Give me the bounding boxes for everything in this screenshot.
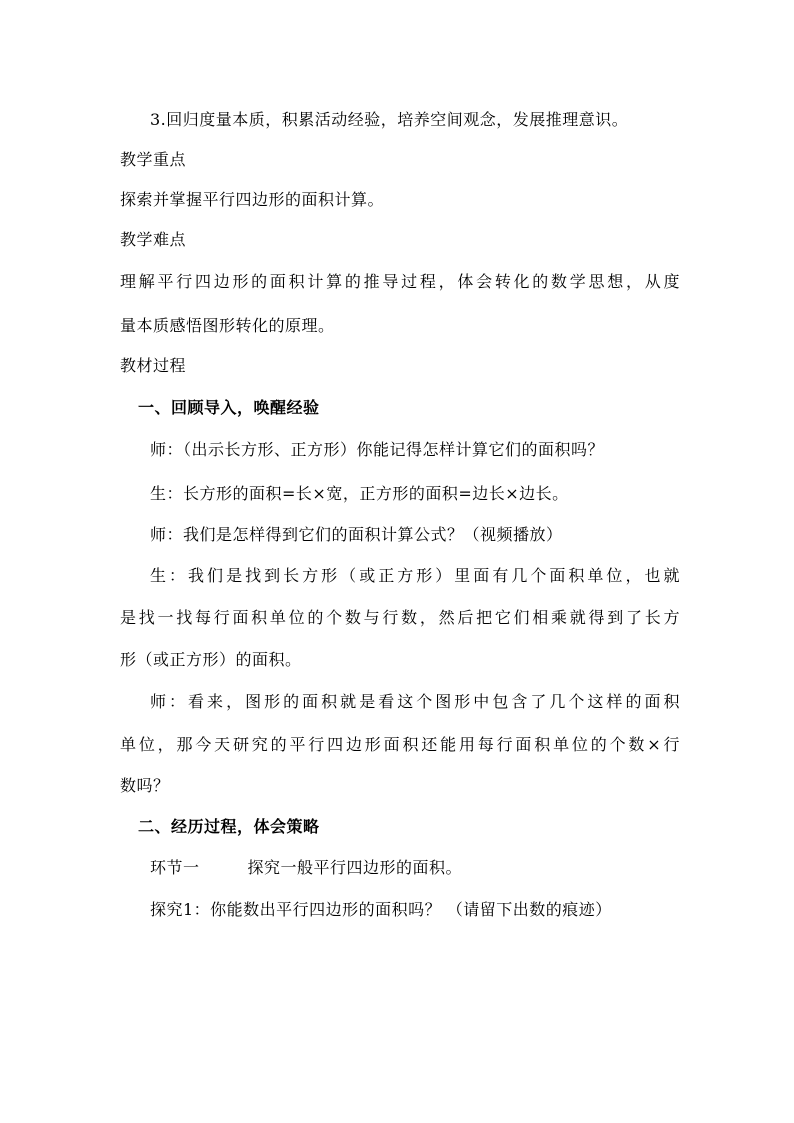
- section-1-paragraph-4-line-1: 生：我们是找到长方形（或正方形）里面有几个面积单位，也就: [150, 566, 680, 585]
- section-1-paragraph-5-line-1: 师：看来，图形的面积就是看这个图形中包含了几个这样的面积: [150, 692, 680, 711]
- section-2-step-text: 探究一般平行四边形的面积。: [247, 858, 463, 877]
- section-2-explore-1: 探究1：你能数出平行四边形的面积吗？ （请留下出数的痕迹）: [150, 900, 612, 919]
- key-point-text: 探索并掌握平行四边形的面积计算。: [120, 190, 385, 209]
- process-heading: 教材过程: [120, 356, 187, 375]
- section-1-paragraph-4-line-2: 是找一找每行面积单位的个数与行数，然后把它们相乘就得到了长方: [120, 608, 680, 627]
- section-1-paragraph-5-line-2: 单位，那今天研究的平行四边形面积还能用每行面积单位的个数×行: [120, 735, 680, 754]
- section-2-step-label: 环节一: [150, 858, 200, 877]
- section-2-title: 二、经历过程，体会策略: [138, 817, 320, 836]
- section-1-paragraph-4-line-3: 形（或正方形）的面积。: [120, 650, 302, 669]
- section-2-step: [150, 858, 710, 880]
- section-1-paragraph-1: 师：（出示长方形、正方形）你能记得怎样计算它们的面积吗？: [150, 440, 605, 459]
- difficulty-heading: 教学难点: [120, 230, 187, 249]
- key-point-heading: 教学重点: [120, 150, 187, 169]
- section-1-title: 一、回顾导入，唤醒经验: [138, 398, 320, 417]
- difficulty-text-line-1: 理解平行四边形的面积计算的推导过程，体会转化的数学思想，从度: [120, 272, 680, 291]
- difficulty-text-line-2: 量本质感悟图形转化的原理。: [120, 316, 335, 335]
- section-1-paragraph-3: 师：我们是怎样得到它们的面积计算公式？（视频播放）: [150, 525, 563, 544]
- section-1-paragraph-5-line-3: 数吗？: [120, 776, 170, 795]
- section-1-paragraph-2: 生：长方形的面积=长×宽，正方形的面积=边长×边长。: [150, 484, 569, 503]
- objective-item-3: 3.回归度量本质，积累活动经验，培养空间观念，发展推理意识。: [150, 110, 629, 129]
